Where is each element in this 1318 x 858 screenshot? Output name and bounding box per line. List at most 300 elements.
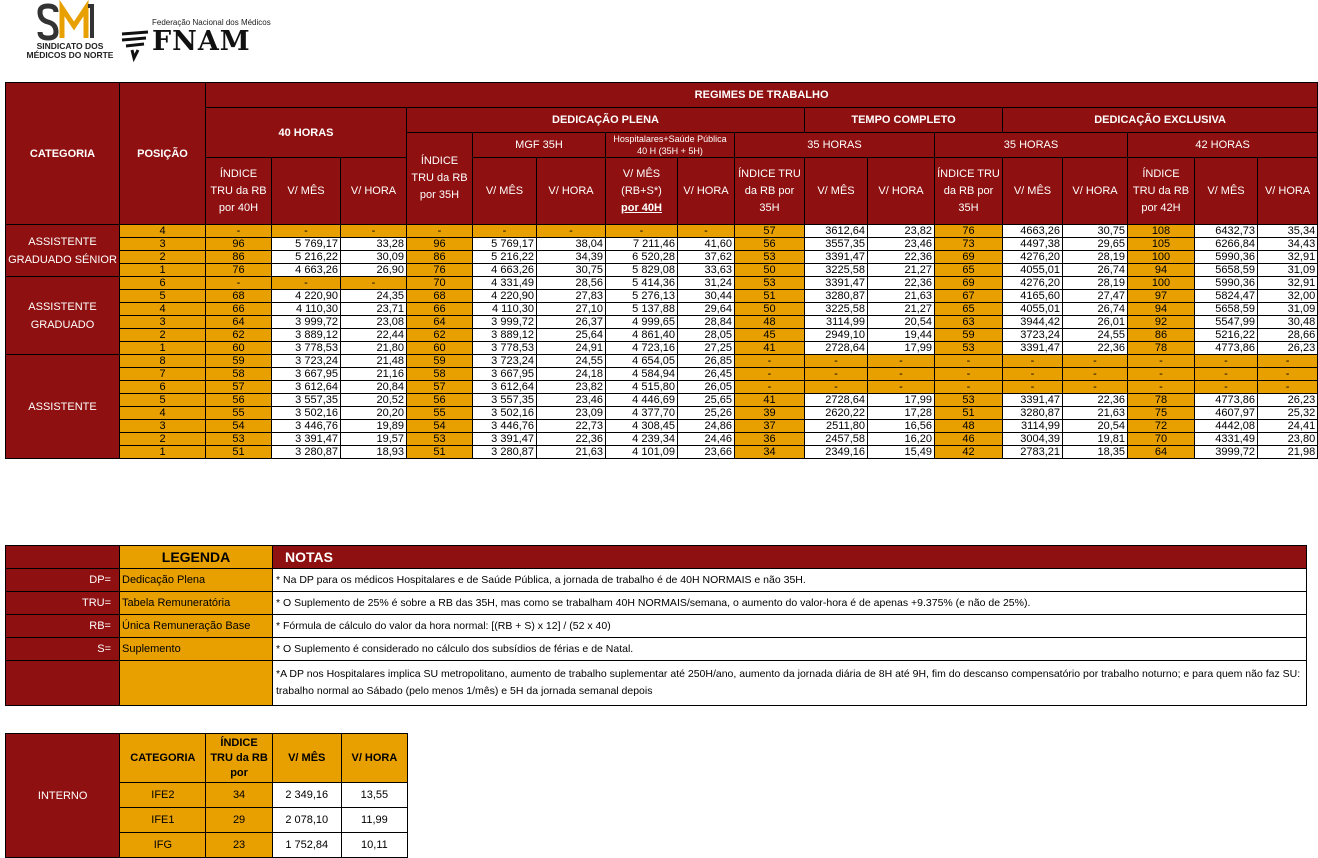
value-cell: 78 <box>1128 342 1195 355</box>
table-row <box>6 407 1318 420</box>
legend-value: Tabela Remuneratória <box>120 592 273 615</box>
value-cell: 21,16 <box>341 368 407 381</box>
value-cell: 64 <box>1128 446 1195 459</box>
value-cell: 24,55 <box>537 355 606 368</box>
position-cell: 6 <box>120 381 206 394</box>
value-cell: 51 <box>935 407 1003 420</box>
note-text: * O Suplemento de 25% é sobre a RB das 35H, mas como se trabalham 40H NORMAIS/semana, o aumento do valor-hora é de apenas +9.375% (e não de 25%). <box>273 592 1307 615</box>
value-cell: 23,82 <box>537 381 606 394</box>
value-cell: 22,73 <box>537 420 606 433</box>
header-vhora: V/ HORA <box>678 158 735 225</box>
smn-logo-text: SINDICATO DOS MÉDICOS DO NORTE <box>26 41 114 60</box>
header-vhora: V/ HORA <box>341 158 407 225</box>
value-cell: 21,63 <box>537 446 606 459</box>
header-de-42: 42 HORAS <box>1128 133 1318 158</box>
header-40h: 40 HORAS <box>206 108 407 158</box>
value-cell: 34,39 <box>537 251 606 264</box>
value-cell: 3999,72 <box>1195 446 1258 459</box>
value-cell: 3 280,87 <box>272 446 341 459</box>
value-cell: 3 502,16 <box>473 407 537 420</box>
value-cell: 24,91 <box>537 342 606 355</box>
value-cell: 3 999,72 <box>272 316 341 329</box>
table-row <box>6 342 1318 355</box>
value-cell: 30,75 <box>1063 225 1128 238</box>
value-cell: 27,83 <box>537 290 606 303</box>
header-hospitalares: Hospitalares+Saúde Pública 40 H (35H + 5H) <box>606 133 735 158</box>
value-cell: 59 <box>407 355 473 368</box>
value-cell: 4 446,69 <box>606 394 678 407</box>
value-cell: 4331,49 <box>1195 433 1258 446</box>
interno-header: V/ HORA <box>341 734 407 783</box>
value-cell: 3 391,47 <box>272 433 341 446</box>
value-cell: 57 <box>735 225 805 238</box>
value-cell: 3004,39 <box>1003 433 1063 446</box>
value-cell: 31,09 <box>1258 303 1318 316</box>
value-cell: - <box>1195 381 1258 394</box>
value-cell: 53 <box>407 433 473 446</box>
note-text: * Na DP para os médicos Hospitalares e de Saúde Pública, a jornada de trabalho é de 40H NORMAIS e não 35H. <box>273 569 1307 592</box>
value-cell: 21,27 <box>868 303 935 316</box>
header-regimes: REGIMES DE TRABALHO <box>206 83 1318 108</box>
value-cell: 17,99 <box>868 342 935 355</box>
smn-logo-icon <box>36 4 96 40</box>
interno-cell: 29 <box>206 808 272 833</box>
value-cell: 3225,58 <box>805 303 868 316</box>
value-cell: 30,75 <box>537 264 606 277</box>
interno-cell: 13,55 <box>341 783 407 808</box>
header-por-40h: por 40H <box>621 201 662 214</box>
value-cell: - <box>935 368 1003 381</box>
category-cell: ASSISTENTE <box>6 355 120 459</box>
value-cell: 3 778,53 <box>473 342 537 355</box>
value-cell: - <box>1128 368 1195 381</box>
value-cell: 26,23 <box>1258 342 1318 355</box>
header-vmes: V/ MÊS <box>1195 158 1258 225</box>
value-cell: 5 137,88 <box>606 303 678 316</box>
header-indice-de-35: ÍNDICE TRU da RB por 35H <box>935 158 1003 225</box>
value-cell: 3391,47 <box>1003 394 1063 407</box>
value-cell: 36 <box>735 433 805 446</box>
value-cell: 4 101,09 <box>606 446 678 459</box>
value-cell: 30,44 <box>678 290 735 303</box>
value-cell: - <box>1258 368 1318 381</box>
note-text: *A DP nos Hospitalares implica SU metropolitano, aumento de trabalho suplementar até 250H/ano, aumento da jornada diária de 8H até 9H, fim do descanso compensatório por trabalho noturno; e para quem não faz SU: trabalho normal ao Sábado (pelo menos 1/mês) e 5H da jornada semanal depois <box>273 661 1307 706</box>
value-cell: 21,80 <box>341 342 407 355</box>
value-cell: 19,44 <box>868 329 935 342</box>
value-cell: 41 <box>735 394 805 407</box>
value-cell: 56 <box>407 394 473 407</box>
legend-key: RB= <box>6 615 120 638</box>
value-cell: 3 723,24 <box>272 355 341 368</box>
value-cell: 18,93 <box>341 446 407 459</box>
header-dedicacao-plena: DEDICAÇÃO PLENA <box>407 108 805 133</box>
value-cell: 48 <box>735 316 805 329</box>
value-cell: 55 <box>407 407 473 420</box>
position-cell: 3 <box>120 420 206 433</box>
value-cell: 26,74 <box>1063 264 1128 277</box>
value-cell: - <box>868 368 935 381</box>
value-cell: 66 <box>206 303 272 316</box>
value-cell: 5 414,36 <box>606 277 678 290</box>
value-cell: 39 <box>735 407 805 420</box>
interno-cell: IFE2 <box>120 783 206 808</box>
table-row <box>6 277 1318 290</box>
value-cell: 23,80 <box>1258 433 1318 446</box>
value-cell: 4 663,26 <box>272 264 341 277</box>
value-cell: 37,62 <box>678 251 735 264</box>
value-cell: 53 <box>735 277 805 290</box>
header-indice-de-42: ÍNDICE TRU da RB por 42H <box>1128 158 1195 225</box>
legend-corner <box>6 546 120 569</box>
value-cell: 29,65 <box>1063 238 1128 251</box>
value-cell: - <box>1258 381 1318 394</box>
table-row <box>6 394 1318 407</box>
legend-key: S= <box>6 638 120 661</box>
value-cell: 60 <box>206 342 272 355</box>
value-cell: 21,48 <box>341 355 407 368</box>
category-cell: ASSISTENTE GRADUADO SÉNIOR <box>6 225 120 277</box>
value-cell: 21,63 <box>1063 407 1128 420</box>
header-indice-35: ÍNDICE TRU da RB por 35H <box>407 133 473 225</box>
value-cell: 2949,10 <box>805 329 868 342</box>
legend-row <box>6 661 1307 706</box>
value-cell: 3 667,95 <box>272 368 341 381</box>
value-cell: - <box>935 355 1003 368</box>
value-cell: - <box>868 381 935 394</box>
position-cell: 4 <box>120 407 206 420</box>
value-cell: - <box>473 225 537 238</box>
value-cell: 4055,01 <box>1003 264 1063 277</box>
value-cell: 94 <box>1128 303 1195 316</box>
value-cell: 22,36 <box>868 251 935 264</box>
value-cell: 34,43 <box>1258 238 1318 251</box>
value-cell: 3612,64 <box>805 225 868 238</box>
value-cell: 23,46 <box>868 238 935 251</box>
value-cell: 5990,36 <box>1195 277 1258 290</box>
value-cell: 6432,73 <box>1195 225 1258 238</box>
value-cell: - <box>1128 381 1195 394</box>
value-cell: - <box>341 277 407 290</box>
value-cell: 37 <box>735 420 805 433</box>
value-cell: - <box>678 225 735 238</box>
value-cell: - <box>206 225 272 238</box>
header-de-35: 35 HORAS <box>935 133 1128 158</box>
notes-title: NOTAS <box>273 546 1307 569</box>
table-row <box>6 251 1318 264</box>
value-cell: 65 <box>935 303 1003 316</box>
value-cell: 97 <box>1128 290 1195 303</box>
table-row <box>6 329 1318 342</box>
value-cell: 4276,20 <box>1003 277 1063 290</box>
value-cell: 64 <box>407 316 473 329</box>
value-cell: - <box>805 381 868 394</box>
value-cell: 34 <box>735 446 805 459</box>
value-cell: 62 <box>206 329 272 342</box>
value-cell: 56 <box>735 238 805 251</box>
value-cell: 73 <box>935 238 1003 251</box>
position-cell: 4 <box>120 303 206 316</box>
value-cell: - <box>1128 355 1195 368</box>
value-cell: 70 <box>1128 433 1195 446</box>
value-cell: 5 216,22 <box>272 251 341 264</box>
table-row <box>6 264 1318 277</box>
value-cell: 32,91 <box>1258 277 1318 290</box>
position-cell: 1 <box>120 446 206 459</box>
interno-cell: 2 078,10 <box>272 808 341 833</box>
value-cell: 3391,47 <box>1003 342 1063 355</box>
value-cell: 23,71 <box>341 303 407 316</box>
table-row <box>6 238 1318 251</box>
value-cell: 51 <box>407 446 473 459</box>
value-cell: 76 <box>935 225 1003 238</box>
value-cell: 4 220,90 <box>473 290 537 303</box>
value-cell: 50 <box>735 264 805 277</box>
value-cell: - <box>805 368 868 381</box>
value-cell: 4 584,94 <box>606 368 678 381</box>
value-cell: 41,60 <box>678 238 735 251</box>
value-cell: 4 239,34 <box>606 433 678 446</box>
value-cell: 21,27 <box>868 264 935 277</box>
value-cell: 3280,87 <box>805 290 868 303</box>
value-cell: 6 520,28 <box>606 251 678 264</box>
value-cell: 45 <box>735 329 805 342</box>
table-row <box>6 446 1318 459</box>
value-cell: 28,05 <box>678 329 735 342</box>
value-cell: 3 502,16 <box>272 407 341 420</box>
table-row <box>6 433 1318 446</box>
value-cell: - <box>407 225 473 238</box>
position-cell: 7 <box>120 368 206 381</box>
value-cell: 22,36 <box>868 277 935 290</box>
value-cell: 2783,21 <box>1003 446 1063 459</box>
value-cell: 7 211,46 <box>606 238 678 251</box>
value-cell: 56 <box>206 394 272 407</box>
value-cell: 68 <box>407 290 473 303</box>
value-cell: - <box>805 355 868 368</box>
interno-header: CATEGORIA <box>120 734 206 783</box>
table-row <box>6 368 1318 381</box>
legend-value: Suplemento <box>120 638 273 661</box>
value-cell: 22,44 <box>341 329 407 342</box>
value-cell: 78 <box>1128 394 1195 407</box>
value-cell: 70 <box>407 277 473 290</box>
value-cell: 55 <box>206 407 272 420</box>
value-cell: 4 110,30 <box>473 303 537 316</box>
value-cell: 4773,86 <box>1195 394 1258 407</box>
value-cell: 2349,16 <box>805 446 868 459</box>
value-cell: 53 <box>735 251 805 264</box>
value-cell: 23,08 <box>341 316 407 329</box>
header-vhora: V/ HORA <box>868 158 935 225</box>
value-cell: - <box>1195 368 1258 381</box>
value-cell: 2511,80 <box>805 420 868 433</box>
value-cell: 54 <box>206 420 272 433</box>
header-vmes: V/ MÊS <box>1003 158 1063 225</box>
value-cell: 24,86 <box>678 420 735 433</box>
value-cell: 3944,42 <box>1003 316 1063 329</box>
legend-title: LEGENDA <box>120 546 273 569</box>
value-cell: 4165,60 <box>1003 290 1063 303</box>
value-cell: 53 <box>206 433 272 446</box>
value-cell: 22,36 <box>537 433 606 446</box>
value-cell: 28,19 <box>1063 251 1128 264</box>
value-cell: 3 723,24 <box>473 355 537 368</box>
interno-cell: IFE1 <box>120 808 206 833</box>
value-cell: 20,52 <box>341 394 407 407</box>
value-cell: 69 <box>935 251 1003 264</box>
header-categoria: CATEGORIA <box>6 83 120 225</box>
value-cell: 4 663,26 <box>473 264 537 277</box>
value-cell: 26,90 <box>341 264 407 277</box>
value-cell: - <box>606 225 678 238</box>
value-cell: 25,64 <box>537 329 606 342</box>
value-cell: 4 723,16 <box>606 342 678 355</box>
interno-cell: IFG <box>120 833 206 858</box>
value-cell: 28,19 <box>1063 277 1128 290</box>
legend-key: DP= <box>6 569 120 592</box>
value-cell: 3 612,64 <box>473 381 537 394</box>
value-cell: 2457,58 <box>805 433 868 446</box>
header-vmes-rbs-text: V/ MÊS (RB+S*) <box>621 167 662 197</box>
header-vmes-rbs <box>606 158 678 225</box>
value-cell: 59 <box>935 329 1003 342</box>
header-vmes: V/ MÊS <box>272 158 341 225</box>
value-cell: 26,45 <box>678 368 735 381</box>
value-cell: - <box>537 225 606 238</box>
value-cell: 19,81 <box>1063 433 1128 446</box>
position-cell: 5 <box>120 290 206 303</box>
fnam-subtitle: Federação Nacional dos Médicos <box>152 18 271 27</box>
value-cell: - <box>1063 368 1128 381</box>
value-cell: 4055,01 <box>1003 303 1063 316</box>
position-cell: 6 <box>120 277 206 290</box>
value-cell: 54 <box>407 420 473 433</box>
value-cell: 5658,59 <box>1195 264 1258 277</box>
value-cell: 20,84 <box>341 381 407 394</box>
fnam-title: FNAM <box>152 26 251 57</box>
legend-value: Única Remuneração Base <box>120 615 273 638</box>
value-cell: 53 <box>935 394 1003 407</box>
interno-header: ÍNDICE TRU da RB por <box>206 734 272 783</box>
header-vhora: V/ HORA <box>1063 158 1128 225</box>
value-cell: 4663,26 <box>1003 225 1063 238</box>
value-cell: 46 <box>935 433 1003 446</box>
value-cell: 66 <box>407 303 473 316</box>
value-cell: 3 557,35 <box>473 394 537 407</box>
legend-value: Dedicação Plena <box>120 569 273 592</box>
value-cell: 25,32 <box>1258 407 1318 420</box>
value-cell: - <box>1003 381 1063 394</box>
interno-cell: 11,99 <box>341 808 407 833</box>
value-cell: 23,09 <box>537 407 606 420</box>
value-cell: 86 <box>1128 329 1195 342</box>
value-cell: 3 889,12 <box>272 329 341 342</box>
value-cell: 3 280,87 <box>473 446 537 459</box>
header-indice-40: ÍNDICE TRU da RB por 40H <box>206 158 272 225</box>
value-cell: 19,57 <box>341 433 407 446</box>
value-cell: 96 <box>206 238 272 251</box>
value-cell: 29,64 <box>678 303 735 316</box>
value-cell: 76 <box>407 264 473 277</box>
value-cell: 2728,64 <box>805 342 868 355</box>
value-cell: 53 <box>935 342 1003 355</box>
value-cell: 96 <box>407 238 473 251</box>
value-cell: 25,26 <box>678 407 735 420</box>
value-cell: 17,28 <box>868 407 935 420</box>
value-cell: - <box>735 368 805 381</box>
position-cell: 2 <box>120 251 206 264</box>
table-row <box>6 316 1318 329</box>
value-cell: 65 <box>935 264 1003 277</box>
value-cell: 32,00 <box>1258 290 1318 303</box>
value-cell: 94 <box>1128 264 1195 277</box>
value-cell: - <box>735 355 805 368</box>
header-dedicacao-exclusiva: DEDICAÇÃO EXCLUSIVA <box>1003 108 1318 133</box>
value-cell: 21,63 <box>868 290 935 303</box>
value-cell: 100 <box>1128 277 1195 290</box>
legend-row <box>6 638 1307 661</box>
value-cell: 25,65 <box>678 394 735 407</box>
value-cell: 4497,38 <box>1003 238 1063 251</box>
value-cell: 51 <box>735 290 805 303</box>
value-cell: 6266,84 <box>1195 238 1258 251</box>
position-cell: 5 <box>120 394 206 407</box>
value-cell: 15,49 <box>868 446 935 459</box>
legend-table <box>5 545 1307 706</box>
value-cell: 3 446,76 <box>272 420 341 433</box>
value-cell: 3557,35 <box>805 238 868 251</box>
value-cell: 21,98 <box>1258 446 1318 459</box>
value-cell: 4 654,05 <box>606 355 678 368</box>
interno-cell: 1 752,84 <box>272 833 341 858</box>
value-cell: 2620,22 <box>805 407 868 420</box>
value-cell: 72 <box>1128 420 1195 433</box>
position-cell: 3 <box>120 238 206 251</box>
value-cell: 26,74 <box>1063 303 1128 316</box>
value-cell: 63 <box>935 316 1003 329</box>
value-cell: 3723,24 <box>1003 329 1063 342</box>
value-cell: 24,41 <box>1258 420 1318 433</box>
value-cell: 30,48 <box>1258 316 1318 329</box>
value-cell: - <box>735 381 805 394</box>
value-cell: 57 <box>407 381 473 394</box>
header-indice-tc-35: ÍNDICE TRU da RB por 35H <box>735 158 805 225</box>
position-cell: 8 <box>120 355 206 368</box>
value-cell: 26,01 <box>1063 316 1128 329</box>
header-vmes: V/ MÊS <box>805 158 868 225</box>
table-row <box>6 381 1318 394</box>
value-cell: 4 515,80 <box>606 381 678 394</box>
value-cell: 42 <box>935 446 1003 459</box>
value-cell: 28,56 <box>537 277 606 290</box>
value-cell: 24,46 <box>678 433 735 446</box>
value-cell: 3 889,12 <box>473 329 537 342</box>
header-vhora: V/ HORA <box>537 158 606 225</box>
table-row <box>6 290 1318 303</box>
interno-header: V/ MÊS <box>272 734 341 783</box>
interno-cell: 10,11 <box>341 833 407 858</box>
table-row <box>6 225 1318 238</box>
value-cell: - <box>935 381 1003 394</box>
position-cell: 1 <box>120 342 206 355</box>
value-cell: 27,10 <box>537 303 606 316</box>
fnam-logo <box>120 18 270 60</box>
value-cell: 4 110,30 <box>272 303 341 316</box>
position-cell: 2 <box>120 433 206 446</box>
value-cell: 17,99 <box>868 394 935 407</box>
value-cell: 26,85 <box>678 355 735 368</box>
value-cell: 3114,99 <box>805 316 868 329</box>
